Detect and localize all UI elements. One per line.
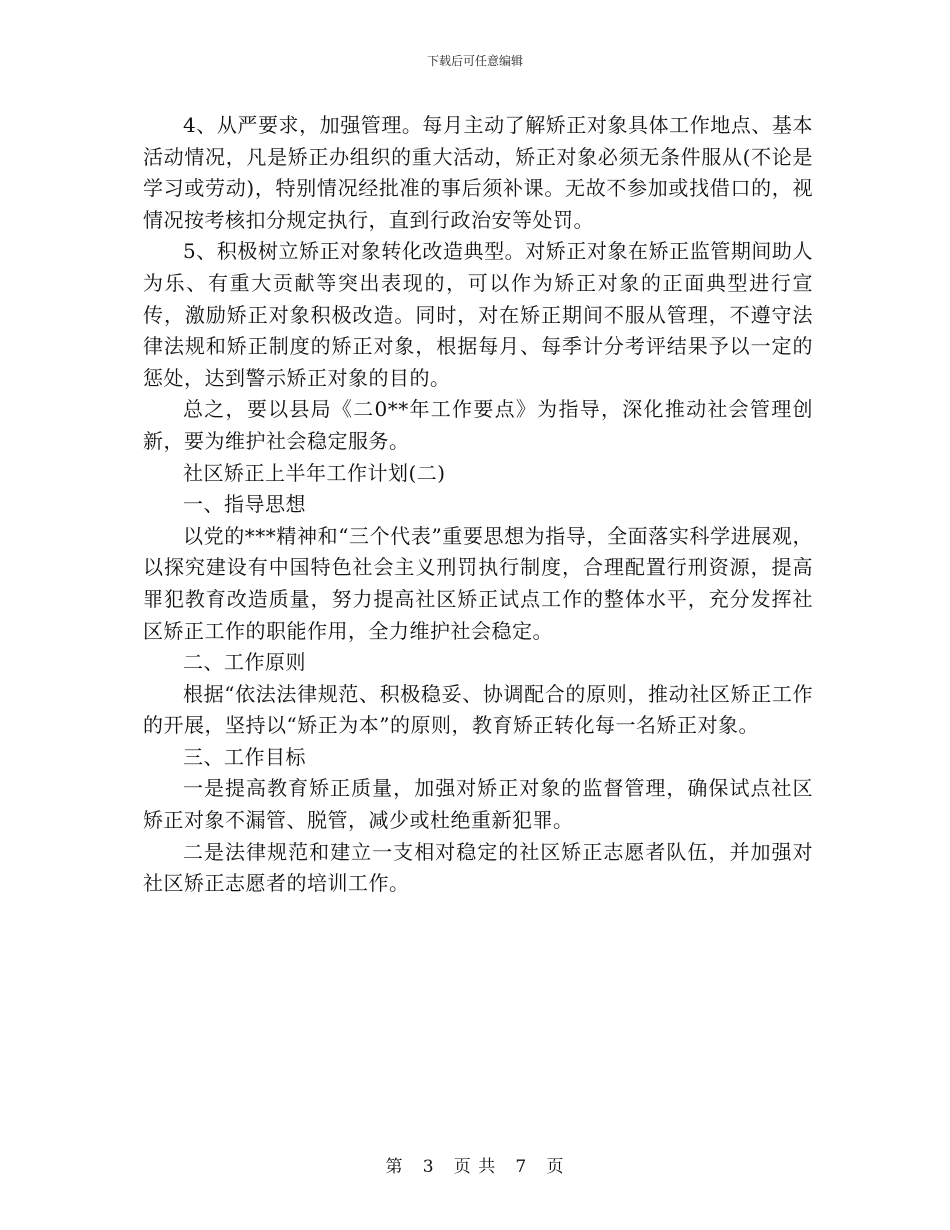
- paragraph-model-examples: 5、积极树立矫正对象转化改造典型。对矫正对象在矫正监管期间助人为乐、有重大贡献等突出表现的，可以作为矫正对象的正面典型进行宣传，激励矫正对象积极改造。同时，对在矫正期间不服从管理，不遵守法律法规和矫正制度的矫正对象，根据每月、每季计分考评结果予以一定的惩处，达到警示矫正对象的目的。: [143, 239, 813, 390]
- footer-prefix: 第: [385, 1157, 404, 1177]
- heading-work-goals: 三、工作目标: [183, 744, 306, 769]
- footer-suffix: 页: [546, 1157, 565, 1177]
- section-title: 社区矫正上半年工作计划(二): [183, 460, 446, 485]
- paragraph-goal-one: 一是提高教育矫正质量，加强对矫正对象的监督管理，确保试点社区矫正对象不漏管、脱管，减少或杜绝重新犯罪。: [143, 776, 813, 833]
- paragraph-strict-management: 4、从严要求，加强管理。每月主动了解矫正对象具体工作地点、基本活动情况，凡是矫正办组织的重大活动，矫正对象必须无条件服从(不论是学习或劳动)，特别情况经批准的事后须补课。无故不参加或找借口的，视情况按考核扣分规定执行，直到行政治安等处罚。: [143, 113, 813, 232]
- header-text: 下载后可任意编辑: [426, 54, 523, 68]
- paragraph-goal-two: 二是法律规范和建立一支相对稳定的社区矫正志愿者队伍，并加强对社区矫正志愿者的培训工作。: [143, 839, 813, 896]
- footer-middle: 页 共: [453, 1157, 497, 1177]
- page-footer: [0, 1156, 950, 1178]
- paragraph-work-principles: 根据“依法法律规范、积极稳妥、协调配合的原则，推动社区矫正工作的开展，坚持以“矫正为本”的原则，教育矫正转化每一名矫正对象。: [143, 681, 813, 738]
- heading-guiding-ideology: 一、指导思想: [183, 492, 306, 517]
- paragraph-guiding-ideology: 以党的***精神和“三个代表”重要思想为指导，全面落实科学进展观，以探究建设有中国特色社会主义刑罚执行制度，合理配置行刑资源，提高罪犯教育改造质量，努力提高社区矫正试点工作的整体水平，充分发挥社区矫正工作的职能作用，全力维护社会稳定。: [143, 523, 813, 643]
- current-page-number: 3: [422, 1157, 435, 1177]
- paragraph-conclusion: 总之，要以县局《二0**年工作要点》为指导，深化推动社会管理创新，要为维护社会稳定服务。: [143, 397, 813, 453]
- total-page-number: 7: [515, 1157, 528, 1177]
- document-body: [143, 110, 813, 900]
- page-header: [0, 53, 950, 69]
- heading-work-principles: 二、工作原则: [183, 650, 306, 675]
